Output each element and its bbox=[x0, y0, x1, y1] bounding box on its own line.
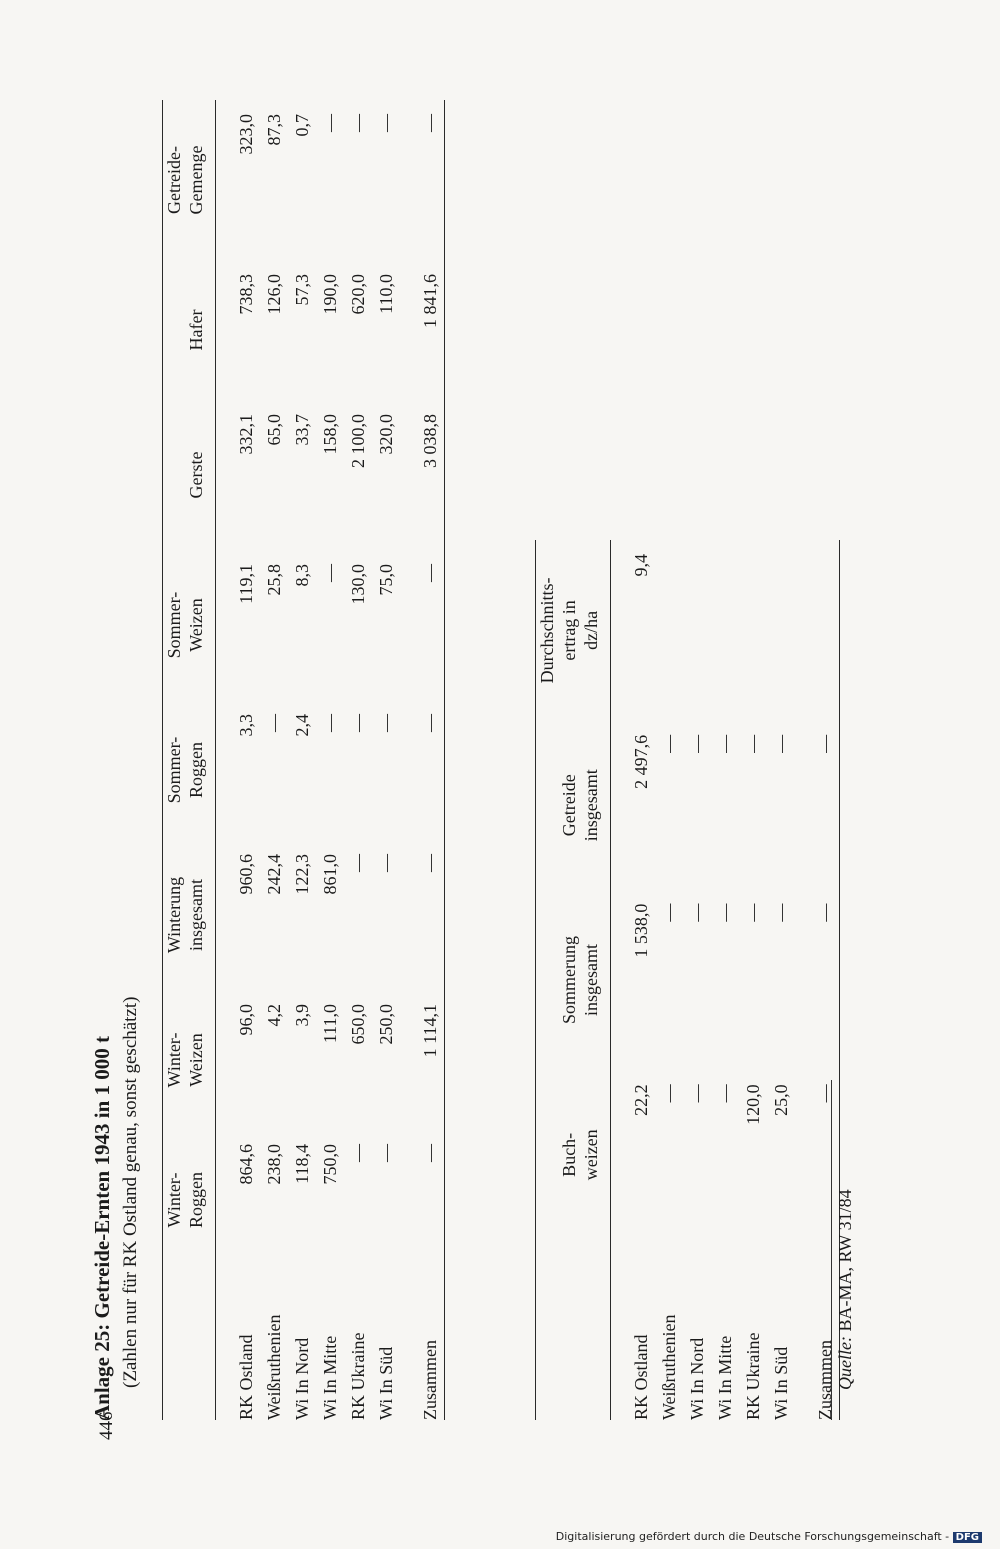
table-cell: 111,0 bbox=[320, 1004, 340, 1044]
column-header-line: Buch- bbox=[559, 1132, 579, 1177]
table-cell: — bbox=[687, 734, 707, 753]
column-header-line: Getreide- bbox=[164, 146, 184, 214]
column-header-line: Getreide bbox=[559, 774, 579, 837]
row-label: Zusammen bbox=[420, 1340, 440, 1420]
rotated-content bbox=[90, 100, 870, 1420]
table-row bbox=[232, 100, 260, 1420]
column-header bbox=[163, 990, 216, 1130]
table-row bbox=[260, 100, 288, 1420]
table-cell: — bbox=[320, 114, 340, 132]
table-title: Anlage 25: Getreide-Ernten 1943 in 1 000 t bbox=[90, 1036, 114, 1420]
row-label: Wi In Süd bbox=[376, 1346, 396, 1420]
row-label: RK Ostland bbox=[236, 1334, 256, 1420]
stub-header bbox=[536, 1239, 611, 1420]
table-cell: — bbox=[348, 854, 368, 872]
row-label: Wi In Nord bbox=[687, 1337, 707, 1420]
table-row bbox=[739, 540, 767, 1420]
table-cell: 8,3 bbox=[292, 564, 312, 587]
column-header-line: Sommer- bbox=[164, 736, 184, 804]
table-cell: 110,0 bbox=[376, 274, 396, 314]
table-cell: 75,0 bbox=[376, 564, 396, 596]
table-cell bbox=[767, 540, 795, 721]
column-header-line: Winter- bbox=[164, 1032, 184, 1088]
spacer-row bbox=[400, 100, 416, 1420]
column-header-line: dz/ha bbox=[581, 610, 601, 650]
row-label: Wi In Mitte bbox=[715, 1335, 735, 1420]
column-header-line: insgesamt bbox=[581, 769, 601, 842]
row-label: Wi In Nord bbox=[292, 1337, 312, 1420]
table-cell: — bbox=[420, 114, 440, 132]
column-header-line: Weizen bbox=[186, 1033, 206, 1087]
table-cell: 1 114,1 bbox=[420, 1004, 440, 1058]
column-header-line: Roggen bbox=[186, 742, 206, 798]
page-number: 446 bbox=[96, 1411, 117, 1440]
column-header-line: Gerste bbox=[186, 451, 206, 499]
table-cell: 238,0 bbox=[264, 1144, 284, 1185]
table-cell: 861,0 bbox=[320, 854, 340, 895]
table-cell: 620,0 bbox=[348, 274, 368, 315]
table-cell: 242,4 bbox=[264, 854, 284, 895]
table-cell bbox=[655, 540, 683, 721]
table-cell: — bbox=[743, 903, 763, 922]
table-cell: — bbox=[420, 854, 440, 872]
column-header-line: Durchschnitts- bbox=[537, 577, 557, 684]
source-rule bbox=[831, 1080, 832, 1420]
table-cell: — bbox=[320, 564, 340, 582]
table-cell: 65,0 bbox=[264, 414, 284, 446]
table-cell: 33,7 bbox=[292, 414, 312, 446]
table-cell: 738,3 bbox=[236, 274, 256, 315]
column-header-line: Sommerung bbox=[559, 936, 579, 1025]
table-cell: 3,9 bbox=[292, 1004, 312, 1027]
column-header-line: Winter- bbox=[164, 1172, 184, 1228]
table-cell: — bbox=[687, 903, 707, 922]
table-cell: 87,3 bbox=[264, 114, 284, 146]
table-row bbox=[288, 100, 316, 1420]
harvest-table-main bbox=[162, 100, 445, 1420]
table-cell: — bbox=[815, 903, 835, 922]
table-cell: 750,0 bbox=[320, 1144, 340, 1185]
table-row bbox=[655, 540, 683, 1420]
spacer-row bbox=[216, 100, 233, 1420]
column-header-line: Roggen bbox=[186, 1172, 206, 1228]
table-cell: 1 841,6 bbox=[420, 274, 440, 328]
table-cell: — bbox=[376, 114, 396, 132]
table-cell: — bbox=[376, 714, 396, 732]
table-cell: 3 038,8 bbox=[420, 414, 440, 468]
table-cell: — bbox=[715, 903, 735, 922]
column-header bbox=[163, 550, 216, 700]
table-cell: 0,7 bbox=[292, 114, 312, 137]
table-cell: 1 538,0 bbox=[631, 903, 651, 958]
table-cell: 2 497,6 bbox=[631, 734, 651, 789]
table-cell: 25,0 bbox=[771, 1084, 791, 1116]
table-cell: 118,4 bbox=[292, 1144, 312, 1184]
table-cell: — bbox=[771, 903, 791, 922]
table-cell bbox=[739, 540, 767, 721]
table-cell: — bbox=[420, 714, 440, 732]
table-row bbox=[683, 540, 711, 1420]
table-cell: 250,0 bbox=[376, 1004, 396, 1045]
column-header bbox=[163, 1130, 216, 1270]
column-header bbox=[163, 100, 216, 260]
harvest-table-secondary bbox=[535, 540, 840, 1420]
column-header bbox=[163, 260, 216, 400]
row-label: RK Ukraine bbox=[348, 1332, 368, 1420]
column-header-line: ertrag in bbox=[559, 600, 579, 661]
table-cell bbox=[711, 540, 739, 721]
table-cell: 57,3 bbox=[292, 274, 312, 306]
table-cell: — bbox=[376, 1144, 396, 1162]
table-row bbox=[767, 540, 795, 1420]
table-cell: — bbox=[743, 734, 763, 753]
table-row bbox=[416, 100, 445, 1420]
table-cell: 332,1 bbox=[236, 414, 256, 455]
column-header bbox=[536, 890, 611, 1071]
table-cell: 190,0 bbox=[320, 274, 340, 315]
column-header bbox=[163, 840, 216, 990]
column-header-line: Hafer bbox=[186, 309, 206, 351]
table-cell: — bbox=[348, 114, 368, 132]
spacer-row bbox=[611, 540, 628, 1420]
table-cell: — bbox=[420, 1144, 440, 1162]
table-cell: — bbox=[815, 1084, 835, 1103]
column-header-line: Winterung bbox=[164, 876, 184, 954]
table-row bbox=[627, 540, 655, 1420]
dfg-logo: DFG bbox=[953, 1532, 982, 1543]
table-cell: 130,0 bbox=[348, 564, 368, 605]
table-cell: — bbox=[348, 714, 368, 732]
table-cell bbox=[811, 540, 840, 721]
source-label: Quelle: bbox=[835, 1336, 855, 1390]
table-row bbox=[316, 100, 344, 1420]
column-header bbox=[536, 721, 611, 890]
table-cell: — bbox=[815, 734, 835, 753]
stub-header bbox=[163, 1270, 216, 1420]
table-cell: 25,8 bbox=[264, 564, 284, 596]
table-cell: — bbox=[659, 903, 679, 922]
row-label: RK Ostland bbox=[631, 1334, 651, 1420]
column-header bbox=[163, 400, 216, 550]
column-header-line: weizen bbox=[581, 1129, 601, 1181]
spacer-row bbox=[795, 540, 811, 1420]
column-header-line: insgesamt bbox=[581, 944, 601, 1017]
table-cell: 3,3 bbox=[236, 714, 256, 737]
table-cell: 120,0 bbox=[743, 1084, 763, 1125]
column-header-line: Sommer- bbox=[164, 591, 184, 659]
table-cell: 864,6 bbox=[236, 1144, 256, 1185]
table-cell: 2 100,0 bbox=[348, 414, 368, 468]
table-cell: — bbox=[348, 1144, 368, 1162]
table-cell: 323,0 bbox=[236, 114, 256, 155]
source-text: BA-MA, RW 31/84 bbox=[835, 1189, 855, 1332]
table-cell: — bbox=[771, 734, 791, 753]
row-label: Weißruthenien bbox=[264, 1314, 284, 1420]
table-cell: 960,6 bbox=[236, 854, 256, 895]
table-cell: 126,0 bbox=[264, 274, 284, 315]
column-header bbox=[536, 1070, 611, 1239]
table-cell: 96,0 bbox=[236, 1004, 256, 1036]
table-cell: — bbox=[376, 854, 396, 872]
table-cell: 22,2 bbox=[631, 1084, 651, 1116]
table-cell: 2,4 bbox=[292, 714, 312, 737]
table-cell: 4,2 bbox=[264, 1004, 284, 1027]
table-cell: 9,4 bbox=[631, 554, 651, 577]
row-label: Weißruthenien bbox=[659, 1314, 679, 1420]
table-cell: 650,0 bbox=[348, 1004, 368, 1045]
row-label: Wi In Süd bbox=[771, 1346, 791, 1420]
table-row bbox=[711, 540, 739, 1420]
row-label: Wi In Mitte bbox=[320, 1335, 340, 1420]
column-header bbox=[163, 700, 216, 840]
table-cell: 320,0 bbox=[376, 414, 396, 455]
table-cell bbox=[683, 540, 711, 721]
table-cell: — bbox=[264, 714, 284, 732]
column-header-line: Gemenge bbox=[186, 145, 206, 215]
table-cell: — bbox=[659, 734, 679, 753]
column-header bbox=[536, 540, 611, 721]
table-cell: 158,0 bbox=[320, 414, 340, 455]
dfg-footer bbox=[556, 1530, 982, 1543]
table-subtitle: (Zahlen nur für RK Ostland genau, sonst geschätzt) bbox=[120, 996, 141, 1388]
table-cell: — bbox=[320, 714, 340, 732]
row-label: RK Ukraine bbox=[743, 1332, 763, 1420]
table-cell: — bbox=[715, 734, 735, 753]
table-cell: — bbox=[659, 1084, 679, 1103]
row-label: Zusammen bbox=[815, 1340, 835, 1420]
table-cell: — bbox=[420, 564, 440, 582]
footer-text: Digitalisierung gefördert durch die Deutsche Forschungsgemeinschaft - bbox=[555, 1530, 950, 1543]
column-header-line: Weizen bbox=[186, 598, 206, 652]
table-row bbox=[372, 100, 400, 1420]
table-row bbox=[344, 100, 372, 1420]
table-cell: — bbox=[715, 1084, 735, 1103]
column-header-line: insgesamt bbox=[186, 879, 206, 951]
table-cell: — bbox=[687, 1084, 707, 1103]
table-cell: 122,3 bbox=[292, 854, 312, 895]
table-cell: 119,1 bbox=[236, 564, 256, 604]
